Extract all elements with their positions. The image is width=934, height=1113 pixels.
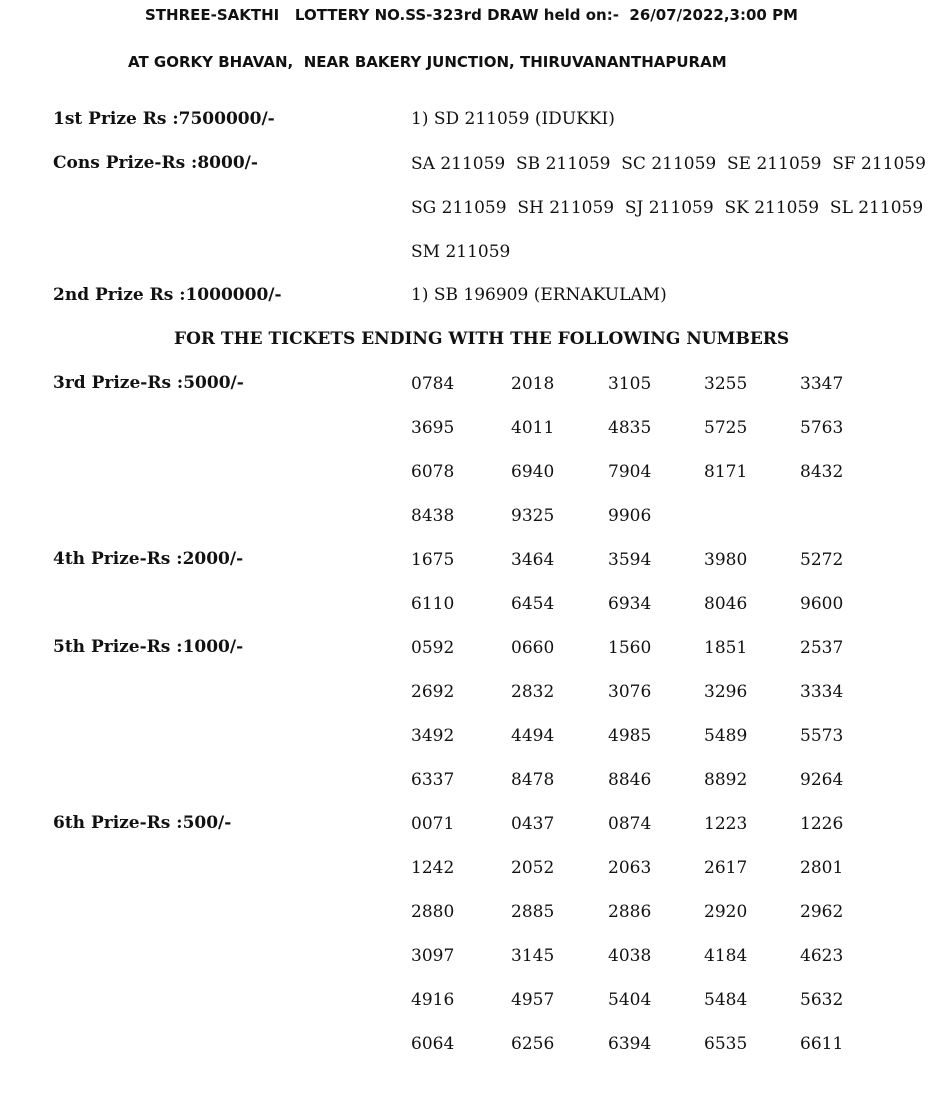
ticket-number: 5404 — [608, 990, 652, 1010]
third-prize-label: 3rd Prize-Rs :5000/- — [53, 373, 244, 393]
sixth-prize-label: 6th Prize-Rs :500/- — [53, 813, 232, 833]
ticket-number: 3980 — [704, 550, 748, 570]
ticket-number: 5484 — [704, 990, 748, 1010]
ticket-number: 4835 — [608, 418, 652, 438]
ticket-number: 9325 — [511, 506, 555, 526]
ticket-number: 8892 — [704, 770, 748, 790]
ticket-number: 3492 — [411, 726, 455, 746]
ticket-number: 8046 — [704, 594, 748, 614]
ticket-number: 5272 — [800, 550, 844, 570]
ticket-number: 4916 — [411, 990, 455, 1010]
ticket-number: 6611 — [800, 1034, 844, 1054]
ticket-number: 6110 — [411, 594, 455, 614]
ticket-number: 6256 — [511, 1034, 555, 1054]
fifth-prize-label: 5th Prize-Rs :1000/- — [53, 637, 244, 657]
draw-title: STHREE-SAKTHI LOTTERY NO.SS-323rd DRAW held on:- 26/07/2022,3:00 PM — [145, 6, 798, 24]
ticket-number: 5489 — [704, 726, 748, 746]
ticket-number: 2692 — [411, 682, 455, 702]
second-prize-label: 2nd Prize Rs :1000000/- — [53, 285, 282, 305]
ticket-number: 4623 — [800, 946, 844, 966]
ticket-number: 3347 — [800, 374, 844, 394]
ticket-number: 8171 — [704, 462, 748, 482]
cons-prize-line-2: SG 211059 SH 211059 SJ 211059 SK 211059 SL 211059 — [411, 198, 924, 218]
ticket-number: 2962 — [800, 902, 844, 922]
ticket-number: 0437 — [511, 814, 555, 834]
ticket-number: 2537 — [800, 638, 844, 658]
ticket-number: 3296 — [704, 682, 748, 702]
ticket-number: 2880 — [411, 902, 455, 922]
ticket-number: 6934 — [608, 594, 652, 614]
ticket-number: 3464 — [511, 550, 555, 570]
ticket-number: 6940 — [511, 462, 555, 482]
ticket-number: 3255 — [704, 374, 748, 394]
ticket-number: 2832 — [511, 682, 555, 702]
ticket-number: 0071 — [411, 814, 455, 834]
ticket-number: 3334 — [800, 682, 844, 702]
cons-prize-label: Cons Prize-Rs :8000/- — [53, 153, 258, 173]
ticket-number: 4011 — [511, 418, 555, 438]
ticket-number: 4957 — [511, 990, 555, 1010]
ticket-number: 1226 — [800, 814, 844, 834]
ticket-number: 9600 — [800, 594, 844, 614]
ticket-number: 6337 — [411, 770, 455, 790]
ticket-number: 4038 — [608, 946, 652, 966]
ticket-number: 4184 — [704, 946, 748, 966]
ticket-number: 3594 — [608, 550, 652, 570]
first-prize-winner: 1) SD 211059 (IDUKKI) — [411, 109, 615, 129]
ticket-number: 0784 — [411, 374, 455, 394]
ticket-number: 9906 — [608, 506, 652, 526]
ticket-number: 1675 — [411, 550, 455, 570]
ticket-number: 0874 — [608, 814, 652, 834]
ticket-number: 6064 — [411, 1034, 455, 1054]
ticket-number: 8432 — [800, 462, 844, 482]
ticket-number: 4494 — [511, 726, 555, 746]
ticket-number: 6454 — [511, 594, 555, 614]
ticket-number: 6535 — [704, 1034, 748, 1054]
ticket-number: 2617 — [704, 858, 748, 878]
ticket-number: 3145 — [511, 946, 555, 966]
ticket-number: 5573 — [800, 726, 844, 746]
ticket-number: 4985 — [608, 726, 652, 746]
ticket-number: 8478 — [511, 770, 555, 790]
ticket-number: 1242 — [411, 858, 455, 878]
first-prize-label: 1st Prize Rs :7500000/- — [53, 109, 275, 129]
ticket-number: 3097 — [411, 946, 455, 966]
ticket-number: 2063 — [608, 858, 652, 878]
ticket-number: 8438 — [411, 506, 455, 526]
ticket-number: 2018 — [511, 374, 555, 394]
ticket-number: 5763 — [800, 418, 844, 438]
ticket-number: 1223 — [704, 814, 748, 834]
ticket-number: 1560 — [608, 638, 652, 658]
second-prize-winner: 1) SB 196909 (ERNAKULAM) — [411, 285, 667, 305]
ticket-number: 3695 — [411, 418, 455, 438]
ticket-number: 5632 — [800, 990, 844, 1010]
fourth-prize-label: 4th Prize-Rs :2000/- — [53, 549, 244, 569]
ticket-number: 1851 — [704, 638, 748, 658]
ticket-number: 3076 — [608, 682, 652, 702]
ticket-number: 8846 — [608, 770, 652, 790]
ticket-number: 2801 — [800, 858, 844, 878]
ticket-number: 2885 — [511, 902, 555, 922]
cons-prize-line-3: SM 211059 — [411, 242, 511, 262]
ticket-number: 2920 — [704, 902, 748, 922]
ticket-number: 9264 — [800, 770, 844, 790]
ticket-number: 0592 — [411, 638, 455, 658]
ticket-number: 6394 — [608, 1034, 652, 1054]
ticket-number: 0660 — [511, 638, 555, 658]
cons-prize-line-1: SA 211059 SB 211059 SC 211059 SE 211059 SF 211059 — [411, 154, 926, 174]
draw-venue: AT GORKY BHAVAN, NEAR BAKERY JUNCTION, THIRUVANANTHAPURAM — [128, 53, 727, 71]
ticket-number: 2886 — [608, 902, 652, 922]
ticket-number: 7904 — [608, 462, 652, 482]
ticket-number: 3105 — [608, 374, 652, 394]
ticket-number: 5725 — [704, 418, 748, 438]
ticket-number: 2052 — [511, 858, 555, 878]
ticket-number: 6078 — [411, 462, 455, 482]
ending-numbers-banner: FOR THE TICKETS ENDING WITH THE FOLLOWING NUMBERS — [174, 329, 790, 349]
